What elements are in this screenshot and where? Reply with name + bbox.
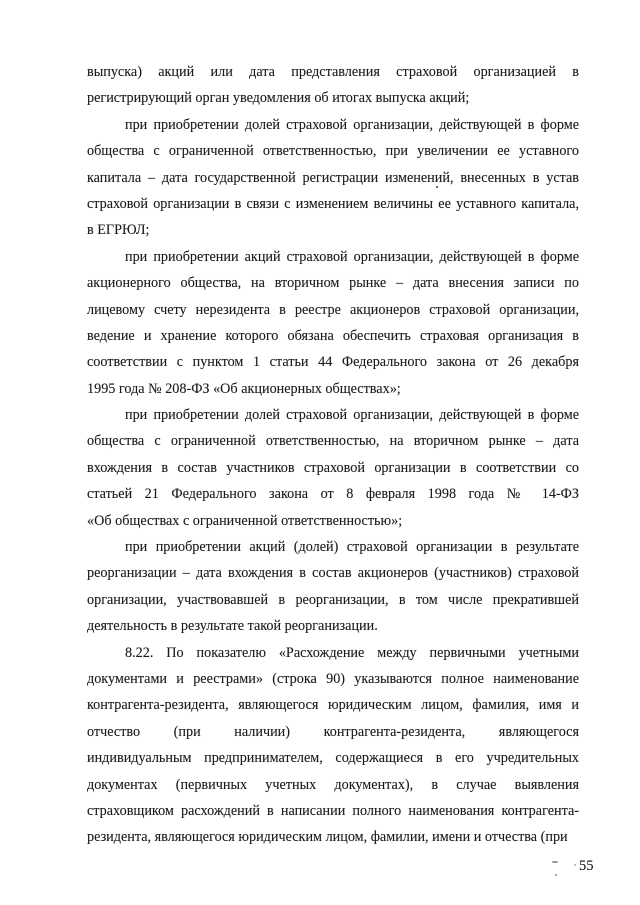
text-line: капитала – дата государственной регистрации изменений, внесенных в устав xyxy=(87,169,579,186)
text-line: документами и реестрами» (строка 90) указываются полное наименование xyxy=(87,670,579,687)
text-line: общества с ограниченной ответственностью, на вторичном рынке – дата xyxy=(87,433,579,450)
scan-artifact-dash xyxy=(552,861,558,863)
text-line: вхождения в состав участников страховой организации в соответствии со xyxy=(87,459,579,476)
text-line: 1995 года № 208-ФЗ «Об акционерных обществах»; xyxy=(87,380,401,397)
page-number: 55 xyxy=(579,858,594,874)
paragraph xyxy=(87,244,579,402)
text-line: выпуска) акций или дата представления страховой организацией в xyxy=(87,64,579,80)
text-line: реорганизации – дата вхождения в состав акционеров (участников) страховой xyxy=(87,565,579,582)
scan-artifact-dot xyxy=(574,864,576,866)
scan-artifact-dot xyxy=(436,186,438,188)
text-line: статьей 21 Федерального закона от 8 февраля 1998 года № 14-ФЗ xyxy=(87,486,579,503)
text-line: лицевому счету нерезидента в реестре акционеров страховой организации, xyxy=(87,301,579,318)
text-line: при приобретении акций (долей) страховой организации в результате xyxy=(125,539,579,556)
paragraph xyxy=(87,112,579,244)
text-line: 8.22. По показателю «Расхождение между первичными учетными xyxy=(125,644,579,661)
text-line: деятельность в результате такой реорганизации. xyxy=(87,618,378,635)
text-line: резидента, являющегося юридическим лицом, фамилии, имени и отчества (при xyxy=(87,829,568,846)
paragraph xyxy=(87,640,579,851)
paragraph xyxy=(87,534,579,640)
text-line: соответствии с пунктом 1 статьи 44 Федерального закона от 26 декабря xyxy=(87,354,579,371)
text-line: в ЕГРЮЛ; xyxy=(87,222,150,239)
text-line: индивидуальным предпринимателем, содержащиеся в его учредительных xyxy=(87,750,579,767)
text-line: акционерного общества, на вторичном рынке – дата внесения записи по xyxy=(87,275,579,292)
text-line: регистрирующий орган уведомления об итогах выпуска акций; xyxy=(87,90,470,107)
document-text xyxy=(87,59,579,851)
paragraph xyxy=(87,402,579,534)
text-line: отчество (при наличии) контрагента-резидента, являющегося xyxy=(87,723,579,740)
text-line: ведение и хранение которого обязана обеспечить страховая организация в xyxy=(87,327,579,344)
text-line: при приобретении долей страховой организации, действующей в форме xyxy=(125,407,579,424)
text-line: «Об обществах с ограниченной ответственностью»; xyxy=(87,512,403,529)
scan-artifact-dot xyxy=(555,874,557,876)
text-line: при приобретении долей страховой организации, действующей в форме xyxy=(125,116,579,133)
text-line: при приобретении акций страховой организации, действующей в форме xyxy=(125,248,579,265)
text-line: страховщиком расхождений в написании полного наименования контрагента- xyxy=(87,802,579,819)
text-line: контрагента-резидента, являющегося юридическим лицом, фамилия, имя и xyxy=(87,697,579,714)
text-line: страховой организации в связи с изменением величины ее уставного капитала, xyxy=(87,195,579,212)
text-line: общества с ограниченной ответственностью, при увеличении ее уставного xyxy=(87,143,579,160)
paragraph xyxy=(87,59,579,112)
text-line: организации, участвовавшей в реорганизации, в том числе прекратившей xyxy=(87,591,579,608)
text-line: документах (первичных учетных документах), в случае выявления xyxy=(87,776,579,793)
